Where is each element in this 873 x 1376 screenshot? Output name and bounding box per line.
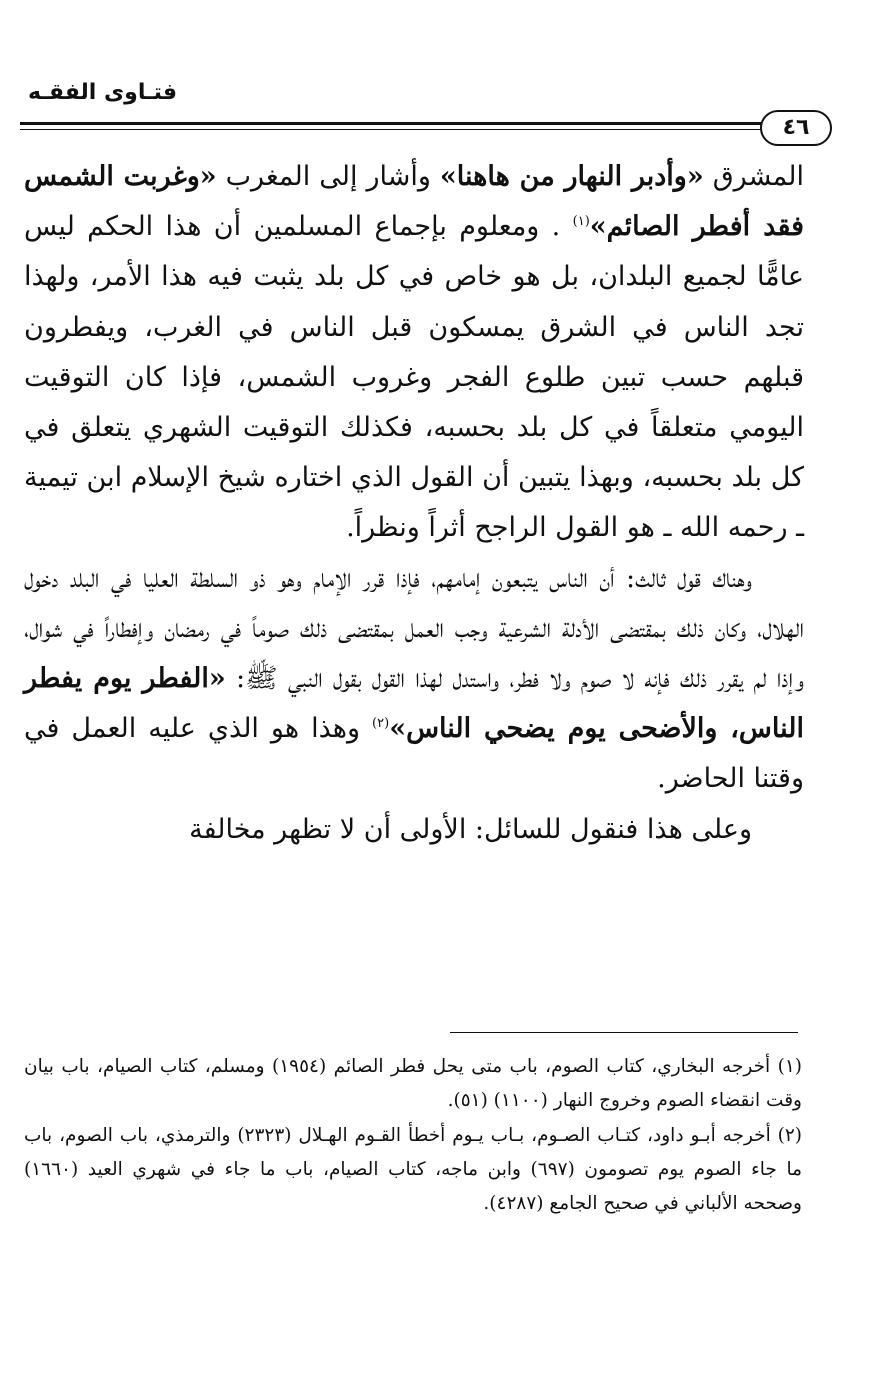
hadith-quote: «الفطر يوم يفطر الناس، والأضحى يوم يضحي الناس» [24, 663, 804, 745]
footnote-1: (١) أخرجه البخاري، كتاب الصوم، باب متى يحل فطر الصائم (١٩٥٤) ومسلم، كتاب الصيام، باب بيان وقت انقضاء الصوم وخروج النهار (١١٠٠) (٥١). [24, 1056, 803, 1112]
footnote-marker: (١) [572, 214, 590, 230]
hadith-quote: «وغربت الشمس فقد أفطر الصائم» [24, 161, 805, 243]
paragraph-3: وعلى هذا فنقول للسائل: الأولى أن لا تظهر مخالفة [189, 813, 752, 845]
main-text [24, 152, 804, 855]
running-header-title: فتـاوى الفقـه [28, 80, 177, 105]
footnote-divider [450, 1032, 798, 1033]
footnotes [24, 1050, 802, 1221]
footnote-marker: (٢) [372, 716, 390, 732]
page-number: ٤٦ [760, 110, 832, 146]
hadith-quote: «وأدبر النهار من هاهنا» [439, 161, 704, 192]
header-rule-thin [20, 129, 762, 130]
header-rule [20, 122, 762, 125]
paragraph-2: وهناك قول ثالث: أن الناس يتبعون إمامهم، فإذا قرر الإمام وهو ذو السلطة العليا في البلد دخول الهلال، وكان ذلك بمقتضى الأدلة الشرعية وجب العمل بمقتضى ذلك صوماً في رمضان وإفطاراً في شوال، وإذا لم يقرر ذلك فإنه لا صوم ولا فطر، واستدل لهذا القول بقول النبي ﷺ: «الفطر يوم يفطر الناس، والأضحى يوم يضحي الناس»$^{(٢)}$ وهذا هو الذي عليه العمل في وقتنا الحاضر. [24, 562, 804, 795]
paragraph-1: المشرق «وأدبر النهار من هاهنا» وأشار إلى المغرب «وغربت الشمس فقد أفطر الصائم»$^{(١)}$ . ومعلوم بإجماع المسلمين أن هذا الحكم ليس عامًّا لجميع البلدان، بل هو خاص في كل بلد يثبت فيه هذا الأمر، ولهذا تجد الناس في الشرق يمسكون قبل الناس في الغرب، ويفطرون قبلهم حسب تبين طلوع الفجر وغروب الشمس، فإذا كان التوقيت اليومي متعلقاً في كل بلد بحسبه، فكذلك التوقيت الشهري يتعلق في كل بلد بحسبه، وبهذا يتبين أن القول الذي اختاره شيخ الإسلام ابن تيمية ـ رحمه الله ـ هو القول الراجح أثراً ونظراً. [24, 161, 805, 544]
footnote-2: (٢) أخرجه أبـو داود، كتـاب الصـوم، بـاب يـوم أخطأ القـوم الهـلال (٢٣٢٣) والترمذي، باب الصوم، باب ما جاء الصوم يوم تصومون (٦٩٧) وابن ماجه، كتاب الصيام، باب ما جاء في شهري العيد (١٦٦٠) وصححه الألباني في صحيح الجامع (٤٢٨٧). [24, 1124, 803, 1215]
